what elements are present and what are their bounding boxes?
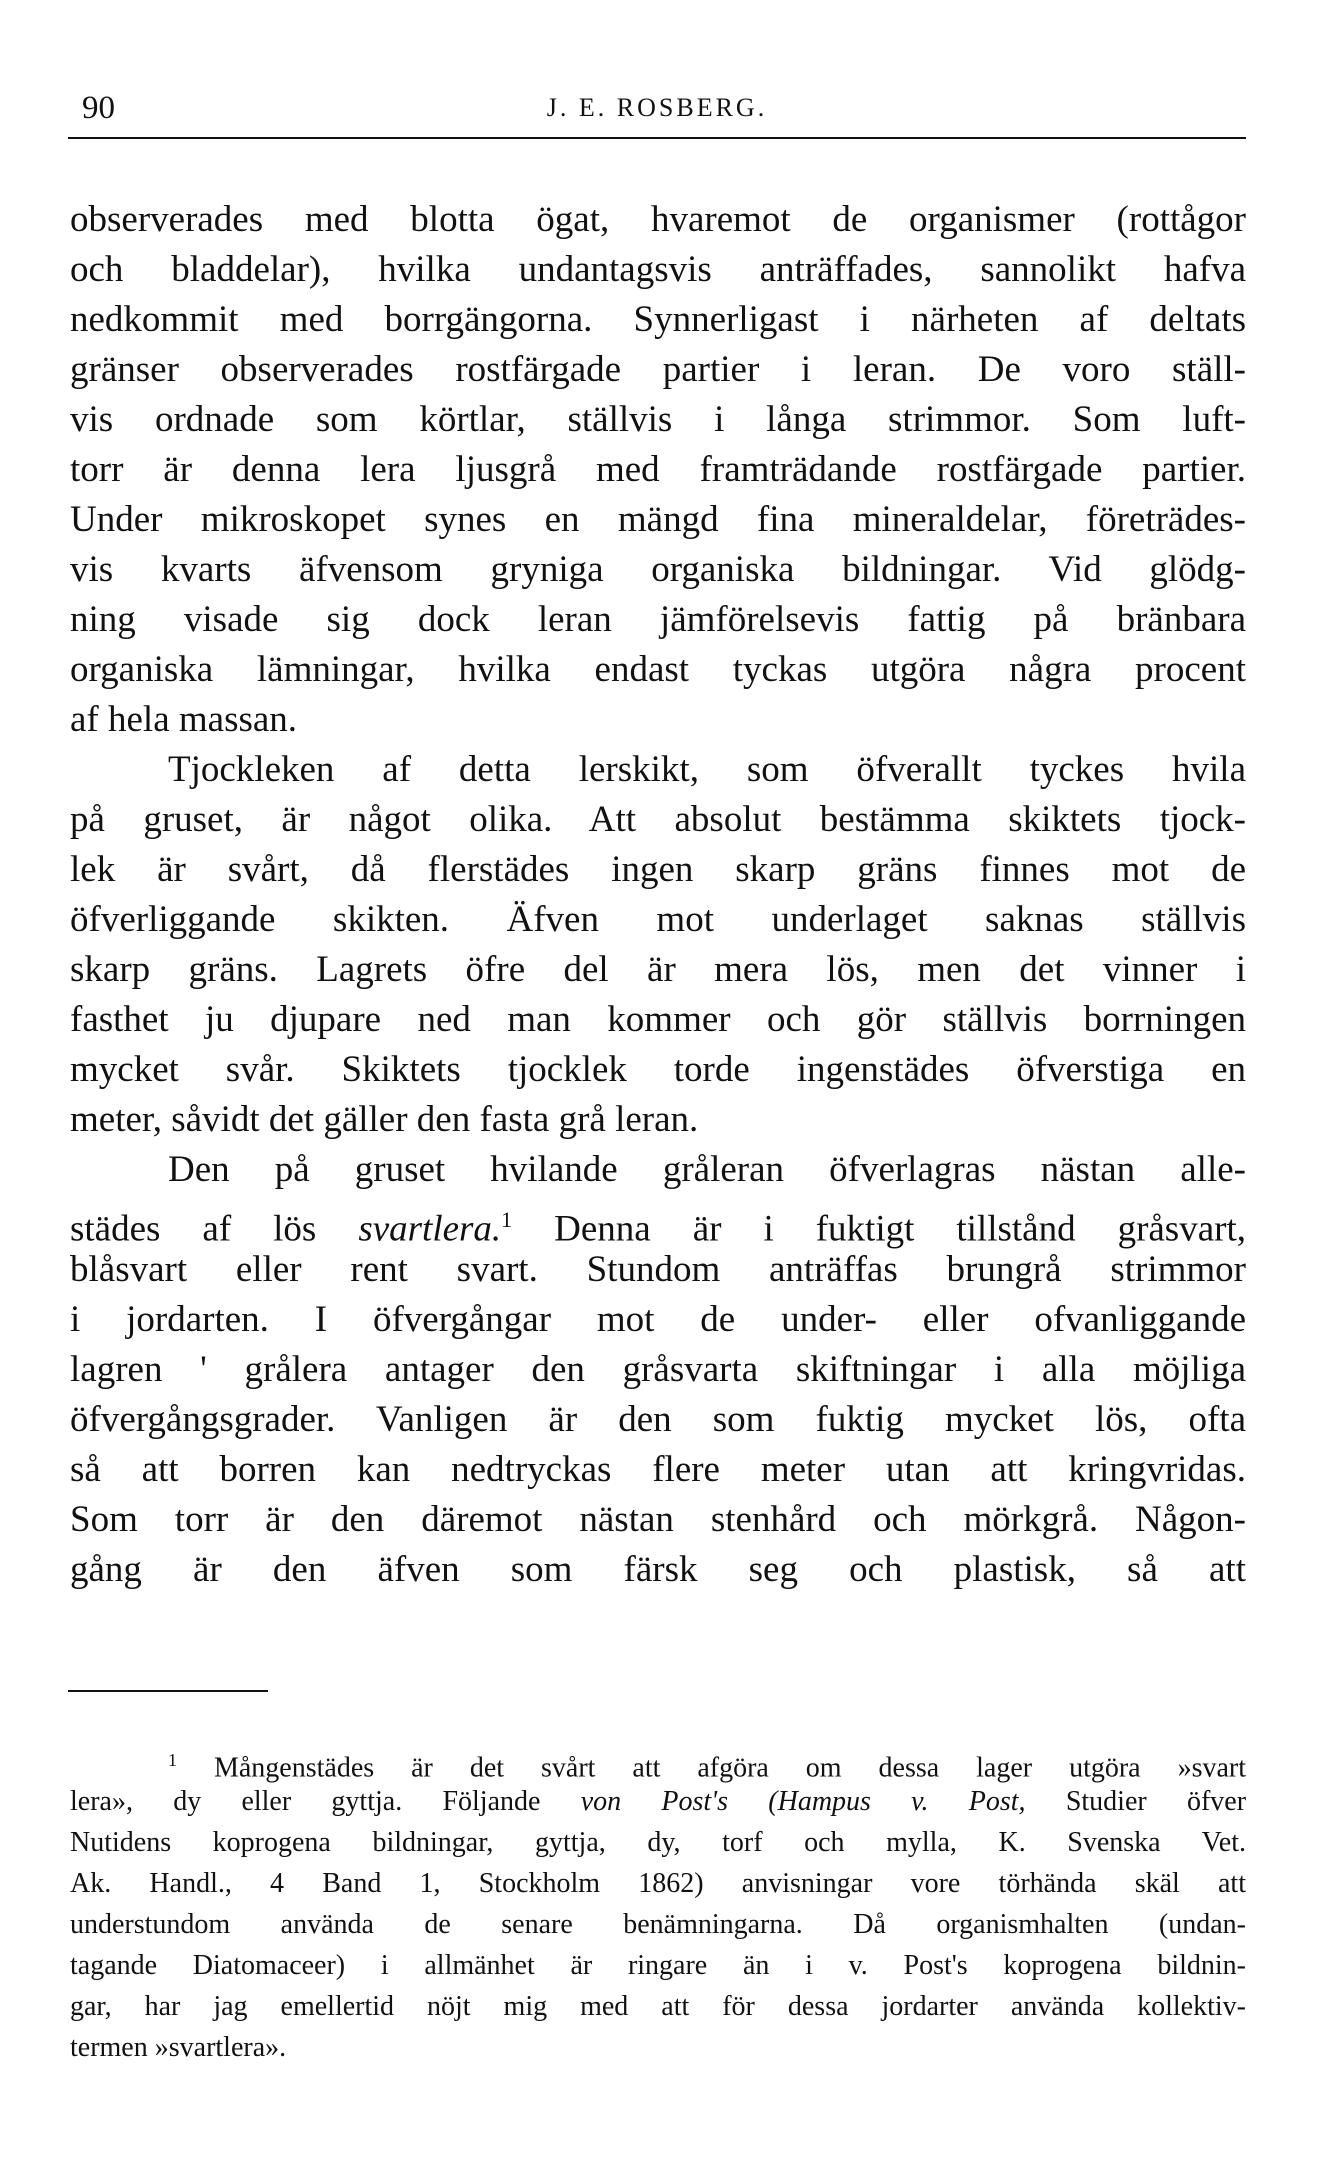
text-line: fasthet ju djupare ned man kommer och gör ställvis borrningen <box>70 999 1246 1040</box>
text-line: af hela massan. <box>70 699 298 740</box>
text-line: nedkommit med borrgängorna. Synnerligast i närheten af deltats <box>70 299 1246 340</box>
footnote-line: gar, har jag emellertid nöjt mig med att för dessa jordarter använda kollektiv- <box>70 1991 1246 2022</box>
text-line: blåsvart eller rent svart. Stundom anträffas brungrå strimmor <box>70 1249 1246 1290</box>
text-line: vis kvarts äfvensom gryniga organiska bildningar. Vid glödg- <box>70 549 1246 590</box>
text-line: Under mikroskopet synes en mängd fina mineraldelar, företrädes- <box>70 499 1246 540</box>
footnote-line: understundom använda de senare benämningarna. Då organismhalten (undan- <box>70 1909 1246 1940</box>
text-line: vis ordnade som körtlar, ställvis i långa strimmor. Som luft- <box>70 399 1246 440</box>
text-line-with-italic <box>70 1195 1246 1250</box>
text-line: så att borren kan nedtryckas flere meter utan att kringvridas. <box>70 1449 1246 1490</box>
text-line: ning visade sig dock leran jämförelsevis fattig på bränbara <box>70 599 1246 640</box>
text-line: på gruset, är något olika. Att absolut bestämma skiktets tjock- <box>70 799 1246 840</box>
text-fragment: städes af lös <box>70 1208 359 1250</box>
page-number: 90 <box>82 90 115 126</box>
text-line: gång är den äfven som färsk seg och plastisk, så att <box>70 1549 1246 1590</box>
italic-term: von Post's (Hampus v. Post, <box>580 1786 1026 1817</box>
text-fragment: Studier öfver <box>1065 1786 1247 1817</box>
text-line: Som torr är den däremot nästan stenhård och mörkgrå. Någon- <box>70 1499 1246 1540</box>
text-line: meter, såvidt det gäller den fasta grå leran. <box>70 1099 699 1140</box>
text-line: öfvergångsgrader. Vanligen är den som fuktig mycket lös, ofta <box>70 1399 1246 1440</box>
footnote-line: Ak. Handl., 4 Band 1, Stockholm 1862) anvisningar vore törhända skäl att <box>70 1868 1246 1899</box>
footnote-reference: 1 <box>501 1207 513 1232</box>
text-fragment: Mångenstädes är det svårt att afgöra om dessa lager utgöra »svart <box>213 1752 1247 1784</box>
text-line: lek är svårt, då flerstädes ingen skarp gräns finnes mot de <box>70 849 1246 890</box>
footnote-line: termen »svartlera». <box>70 2032 287 2063</box>
text-line: lagren ' grålera antager den gråsvarta skiftningar i alla möjliga <box>70 1349 1246 1390</box>
footnote-line <box>70 1781 1246 1822</box>
text-line: organiska lämningar, hvilka endast tyckas utgöra några procent <box>70 649 1246 690</box>
italic-term: svartlera. <box>358 1208 502 1250</box>
text-line: gränser observerades rostfärgade partier i leran. De voro ställ- <box>70 349 1246 390</box>
footnotes <box>70 1740 1246 2068</box>
text-line: skarp gräns. Lagrets öfre del är mera lös, men det vinner i <box>70 949 1246 990</box>
paragraph-start-line: Tjockleken af detta lerskikt, som öfverallt tyckes hvila <box>168 749 1246 790</box>
body-text <box>70 195 1246 1595</box>
text-line: i jordarten. I öfvergångar mot de under- eller ofvanliggande <box>70 1299 1246 1340</box>
text-fragment: Denna är i fuktigt tillstånd gråsvart, <box>512 1208 1246 1250</box>
text-line: öfverliggande skikten. Äfven mot underlaget saknas ställvis <box>70 899 1246 940</box>
footnote-rule <box>68 1690 268 1692</box>
footnote-line: tagande Diatomaceer) i allmänhet är ringare än i v. Post's koprogena bildnin- <box>70 1950 1246 1981</box>
header-rule <box>68 137 1246 139</box>
footnote-line <box>70 1740 1247 1784</box>
text-line: observerades med blotta ögat, hvaremot de organismer (rottågor <box>70 199 1246 240</box>
text-line: torr är denna lera ljusgrå med framträdande rostfärgade partier. <box>70 449 1246 490</box>
running-head: J. E. ROSBERG. <box>546 93 768 122</box>
footnote-line: Nutidens koprogena bildningar, gyttja, dy, torf och mylla, K. Svenska Vet. <box>70 1827 1246 1858</box>
text-line: och bladdelar), hvilka undantagsvis anträffades, sannolikt hafva <box>70 249 1246 290</box>
footnote-marker: 1 <box>168 1750 177 1770</box>
page-header <box>68 88 1246 138</box>
paragraph-start-line: Den på gruset hvilande gråleran öfverlagras nästan alle- <box>168 1149 1246 1190</box>
text-fragment: lera», dy eller gyttja. Följande <box>70 1786 541 1817</box>
text-line: mycket svår. Skiktets tjocklek torde ingenstädes öfverstiga en <box>70 1049 1246 1090</box>
